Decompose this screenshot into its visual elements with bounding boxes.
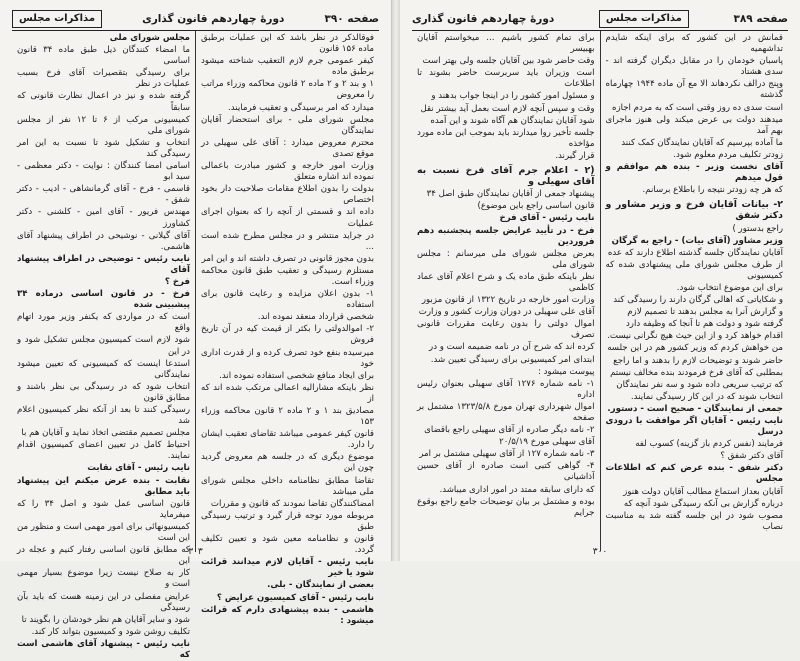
text-line: دکتر شفق - بنده عرض کنم که اطلاعات مجلس xyxy=(605,463,783,485)
text-line: ۱- نامه شماره ۱۲۷۶ آقای سهیلی بعنوان رئیس اداره xyxy=(417,378,595,400)
left-page-right-column xyxy=(196,31,379,626)
text-line: ۱- بدون اعلان مزایده و رعایت قانون برای استفاده xyxy=(201,289,374,311)
text-line: تقاضا مطابق نظامنامه داخلی مجلس شورای ملی میباشد xyxy=(201,475,374,497)
text-line: رسیدگی کنند تا بعد از آنکه نظر کمیسیون اعلام شد xyxy=(17,405,190,427)
text-line: انتخاب شود که در رسیدگی بی نظر باشند و مطابق قانون xyxy=(17,381,190,403)
text-line: بوده و مشتمل بر بیان توضیحات جامع راجع بوقوع جرایم xyxy=(417,496,595,518)
text-line: انتخاب شوند که در این کار رسیدگی نمایند. xyxy=(630,391,783,402)
text-line: استدعا اینست که کمیسیونی که تعیین میشود نمایندگانی xyxy=(17,358,190,380)
text-line: شود لازم است کمیسیون مجلس تشکیل شود و در این xyxy=(17,335,190,357)
text-line: و گزارش آنرا به مجلس بدهند تا تصمیم لازم xyxy=(627,307,783,318)
text-line: بمطلبی که آقای فرخ فرمودند بنده مخالف نیستم xyxy=(610,367,783,378)
left-page xyxy=(0,0,392,660)
text-line: آقای گیلانی - نوشیحی در اطراف پیشنهاد آقای هاشمی. xyxy=(17,230,190,252)
text-line: فرمایند (نفس کردم باز گزینه) کسوب لفه xyxy=(635,439,783,450)
text-line: مصوب شود در این جلسه گفته شد به مناسبت نصاب xyxy=(605,510,783,532)
text-line: و مسئول امور کشور را در اینجا جواب بدهند و xyxy=(431,91,595,102)
text-line: من خواهش کردم که وزیر کشور هم در این جلسه xyxy=(607,343,783,354)
text-line: آقایان بعداز استماع مطالب آقایان دولت هنوز xyxy=(623,486,783,497)
text-line: راجع بدستور ) xyxy=(732,223,783,234)
text-line: که مطابق قانون اساسی رفتار کنیم و عجله در این xyxy=(17,545,190,567)
text-line: نایب رئیس - آقای نقابت xyxy=(87,463,190,474)
text-line: (۲ - اعلام جرم آقای فرخ نسبت به آقای سهیلی و xyxy=(417,165,595,188)
text-line: تکلیف روشن شود و کمیسیون بتواند کار کند. xyxy=(31,626,190,637)
text-line: وزارت امور خارجه در تاریخ ۱۳۲۲ از قانون مزبور xyxy=(421,295,595,306)
text-line: جمعی از نمایندگان - صحیح است - دستور. xyxy=(607,403,783,414)
text-line: بعرض مجلس شورای ملی میرسانم : مجلس شورای ملی xyxy=(417,248,595,270)
text-line: نایب رئیس - آقایان اگر موافقت با درودی درسل xyxy=(605,416,783,438)
left-page-number-label: صفحه ۳۹۰ xyxy=(324,13,379,25)
right-page-number-label: صفحه ۳۸۹ xyxy=(733,13,788,25)
text-line: گرفته شده و نیز در اعمال نظارت قانونی که سابقاً xyxy=(17,91,190,113)
text-line: مصادیق بند ۱ و ۲ ماده ۲ قانون محاکمه وزراء ۱۵۳ xyxy=(201,406,374,428)
text-line: نظر باینکه مشارالیه اعمالی مرتکب شده اند که از xyxy=(201,382,374,404)
text-line: وزارت امور خارجه و کشور مبادرت باعمالی نموده اند اشاره متعلق xyxy=(201,161,374,183)
text-line: شود و سایر آقایان هم نظر خودشان را بگویند تا xyxy=(21,614,190,625)
text-line: شخصی قرارداد منعقد نموده اند. xyxy=(257,312,374,323)
text-line: نظر باینکه طبق ماده یک و شرح اعلام آقای عماد کاظمی xyxy=(417,271,595,293)
text-line: ۲- بیانات آقایان فرخ و وزیر مشاور و دکتر شفق xyxy=(605,199,783,222)
text-line: بدولت را بدون اطلاع مقامات صلاحیت دار بخود اختصاص xyxy=(201,184,374,206)
text-line: داده اند و قسمتی از آنچه را که بعنوان اجرای عملیات xyxy=(201,207,374,229)
right-page-columns xyxy=(412,31,788,551)
text-line: نقابت - بنده عرض میکنم این پیشنهاد باید مطابق xyxy=(17,475,190,497)
text-line: موضوع دیگری که در جلسه هم معروض گردید چون این xyxy=(201,452,374,474)
text-line: کرده اند که شرح آن در نامه ضمیمه است و در xyxy=(429,342,595,353)
text-line: میدارد که امر برسیدگی و تعقیب فرمایند. xyxy=(228,102,374,113)
text-line: بعضی از نمایندگان - بلی. xyxy=(267,580,374,591)
right-page-footer-number: ۳۰۰ xyxy=(592,547,608,557)
text-line: ابتدای امر کمیسیونی برای رسیدگی تعیین شد. xyxy=(430,354,595,365)
text-line: کمیسیونهائی برای امور مهمی است و منظور من این است xyxy=(17,521,190,544)
text-line: آقای علی سهیلی در دوران وزارت کشور و وزارت xyxy=(418,307,595,318)
text-line: و شکایاتی که اهالی گرگان دارند را رسیدگی کند xyxy=(613,295,783,306)
text-line: قرار گیرند. xyxy=(555,150,595,161)
text-line: امضاکنندگان تقاضا نمودند که قانون و مقررات xyxy=(210,498,374,509)
text-line: حاضر شوند و توضیحات لازم را بدهند و اما راجع xyxy=(613,355,783,366)
text-line: که دارای سابقه ممتد در امور اداری میباشد. xyxy=(439,484,595,495)
text-line: میدهند دولت بی عرض میکند ولی هنوز ماجرای بهم آمد xyxy=(605,114,783,136)
right-page-title: دورهٔ چهاردهم قانون گذاری xyxy=(412,13,555,25)
text-line: وپنج درالف نکردهاند الا مع آن ماده ۱۹۴۴ چهارماه گذشته xyxy=(605,79,783,101)
text-line: درباره گزارش بی آنکه رسیدگی شود آنچه که xyxy=(623,498,783,509)
text-line: پاسبان خودمان را در مقابل دیگران گرفته اند - سدی هشتاد xyxy=(605,56,783,78)
text-line: هاشمی - بنده پیشنهادی دارم که قرائت میشود : xyxy=(201,604,374,626)
text-line: گرفته شود و دولت هم تا آنجا که وظیفه دارد xyxy=(625,319,783,330)
text-line: اموال شهرداری تهران مورخ ۱۳۲۳/۵/۸ مشتمل بر صفحه xyxy=(417,401,595,423)
text-line: زودتر تکلیف مردم معلوم شود. xyxy=(673,149,783,160)
text-line: شود آقایان نمایندگان هم آگاه شوند و این آمده xyxy=(430,115,595,126)
text-line: نایب رئیس - آقای فرخ xyxy=(499,213,595,224)
text-line: عرایض مفصلی در این زمینه هست که باید بآن رسیدگی xyxy=(17,591,190,613)
text-line: پیوست میشود : xyxy=(537,366,595,377)
text-line: برای ایجاد منافع شخصی استفاده نموده اند. xyxy=(219,370,374,381)
text-line: پیشنهاد جمعی از آقایان نمایندگان طبق اصل ۳۴ xyxy=(426,189,595,200)
text-line: است سدی ده روز وقتی است که به مردم اجازه xyxy=(611,102,783,113)
text-line: ۱ و بند ۲ و ۲ ماده ۲ قانون محاکمه وزراء مراتب را معروض xyxy=(201,79,374,101)
text-line: قانون و نظامنامه معین شود و تعیین تکلیف گردد. xyxy=(201,534,374,556)
text-line: است وزیران باید سربرست حاضر بشوند تا اطلاعات xyxy=(417,68,595,90)
text-line: انتخاب و تشکیل شود تا نسبت به این امر رسیدگی کند xyxy=(17,137,190,159)
text-line: آقای سهیلی مورخ ۲۰/۵/۱۹ xyxy=(499,437,595,448)
text-line: اقدام خواهد کرد و از این حیث هیچ نگرانی نیست. xyxy=(607,331,783,342)
text-line: فوقالذکر در نظر باشد که این عملیات برطبق ماده ۱۵۶ قانون xyxy=(201,33,374,55)
right-page xyxy=(400,0,800,561)
text-line: است که در مواردی که یکنفر وزیر مورد اتهام واقع xyxy=(17,312,190,334)
right-page-left-column xyxy=(412,31,601,551)
text-line: مجلس شورای ملی - برای استحضار آقایان نمایندگان xyxy=(201,114,374,136)
text-line: محترم معروض میدارد : آقای علی سهیلی در موقع تصدی xyxy=(201,137,374,159)
left-page-footer-number: ۳۰۳ xyxy=(188,547,203,557)
text-line: قمانش در این کشور که برای اینکه شایدم تداشهمیه xyxy=(605,33,783,55)
text-line: ۳- نامه شماره ۱۲۷ از آقای سهیلی مشتمل بر امر xyxy=(419,449,595,460)
book-gutter xyxy=(392,0,400,561)
text-line: مهندس فریور - آقای امین - کلشنی - دکتر کشاورز xyxy=(17,207,190,229)
text-line: نایب رئیس - پیشنهاد آقای هاشمی است که xyxy=(17,638,190,660)
text-line: اسامی امضا کنندگان : نوایت - دکتر معظمی - سید ابو xyxy=(17,161,190,183)
text-line: کار به صلاح نیست زیرا موضوع بسیار مهمی است و xyxy=(17,568,190,590)
text-line: برای این موضوع انتخاب شود. xyxy=(676,282,783,293)
text-line: برای رسیدگی بتقصیرات آقای فرخ بسبب عملیات در نظر xyxy=(17,68,190,90)
left-page-title: دورهٔ چهاردهم قانون گذاری xyxy=(142,13,285,25)
text-line: قانون کیفر عمومی میباشد تقاضای تعقیب ایشان را دارد. xyxy=(201,429,374,451)
right-page-header xyxy=(412,8,788,31)
text-line: ما امضاء کنندگان ذیل طبق ماده ۳۴ قانون اساسی xyxy=(17,45,190,67)
text-line: ما آماده بپرسیم که آقایان نمایندگان کمک کنند xyxy=(621,137,783,148)
text-line: فرخ - در قانون اساسی درماده ۳۴ پیشبینی شده xyxy=(17,289,190,311)
left-page-session-box: مذاکرات مجلس xyxy=(12,10,102,28)
text-line: از طرف مجلس شورای ملی پیشنهادی شده که کمیسیونی xyxy=(605,259,783,281)
text-line: در جراید منتشر و در مجلس مطرح شده است ... xyxy=(201,230,374,252)
right-page-right-column xyxy=(601,31,789,551)
text-line: وزیر مشاور (آقای بیات) - راجع به گرگان xyxy=(611,235,783,246)
text-line: ۲- نامه دیگر صادره از آقای سهیلی راجع باقضای xyxy=(424,425,595,436)
text-line: مجلس تصمیم مقتضی اتخاذ نماید و آقایان هم با xyxy=(21,428,190,439)
text-line: قانون اساسی عمل شود و اصل ۳۴ را که میفرماید xyxy=(17,498,190,520)
text-line: مستلزم رسیدگی و تعقیب طبق قانون محاکمه وزراء است. xyxy=(201,265,374,287)
text-line: بدون مجوز قانونی در تصرف داشته اند و این امر xyxy=(201,253,374,264)
text-line: ۲- اموالدولتی را بکثر از قیمت کیه در آن تاریخ فروش xyxy=(201,324,374,346)
text-line: احتیاط کامل در تعیین اعضای کمیسیون اقدام نمایند. xyxy=(17,440,190,462)
text-line: نایب رئیس - توضیحی در اطراف پیشنهاد آقای xyxy=(17,253,190,275)
text-line: آقای نخست وزیر - بنده هم موافقم و قول میدهم xyxy=(605,162,783,184)
text-line: وقت حاضر شود بین آقایان جلسه ولی بهتر است xyxy=(422,56,595,67)
text-line: فرخ ؟ xyxy=(164,276,190,287)
text-line: جلسه تأخیر روا میدارند باید بموجب این ماده مورد مؤاخذه xyxy=(417,127,595,149)
text-line: ۴- گواهی کتبی است صادره از آقای حسین آذاشیانی xyxy=(417,461,595,483)
text-line: اموال دولتی را بدون رعایت مقررات قانونی تصرف xyxy=(417,319,595,341)
text-line: قانون اساسی راجع باین موضوع) xyxy=(477,201,595,212)
text-line: میرسیده بنفع خود تصرف کرده و از قدرت اداری خود xyxy=(201,347,374,369)
text-line: آقای دکتر شفق ؟ xyxy=(720,451,783,462)
text-line: کیفر عمومی جرم لازم التعقیب شناخته میشود برطبق ماده xyxy=(201,56,374,78)
text-line: وقت و سپس آنچه لازم است بعمل آید بیشتر نقل xyxy=(420,103,595,114)
text-line: نایب رئیس - آقای کمیسیون عرایض ؟ xyxy=(216,592,374,603)
text-line: مربوطه مورد توجه قرار گیرد و ترتیب رسیدگی طبق xyxy=(201,510,374,532)
text-line: که ترتیب سریعی داده شود و سه نفر نمایندگان xyxy=(616,379,783,390)
left-page-header xyxy=(12,8,379,31)
text-line: نایب رئیس - آقایان لازم میدانند قرائت شود یا خیر xyxy=(201,557,374,579)
text-line: کمیسیونی مرکب از ۶ تا ۱۲ نفر از مجلس شورای ملی xyxy=(17,114,190,136)
text-line: قاسمی - فرخ - آقای گرمانشاهی - ادیب - دکتر شفق - xyxy=(17,184,190,206)
text-line: آقایان نمایندگان جلسه گذشته اطلاع دارند که عده xyxy=(607,247,783,258)
text-line: فرخ - در تأیید عرایض جلسه پنجشنبه دهم فروردین xyxy=(417,225,595,247)
column-heading: مجلس شورای ملی xyxy=(109,33,190,43)
text-line: برای تمام کشور باشیم ... میخواستم آقایان بهبیسر xyxy=(417,33,595,55)
text-line: که هر چه زودتر نتیجه را باطلاع برسانم. xyxy=(642,185,783,196)
right-page-session-box: مذاکرات مجلس xyxy=(599,10,689,28)
